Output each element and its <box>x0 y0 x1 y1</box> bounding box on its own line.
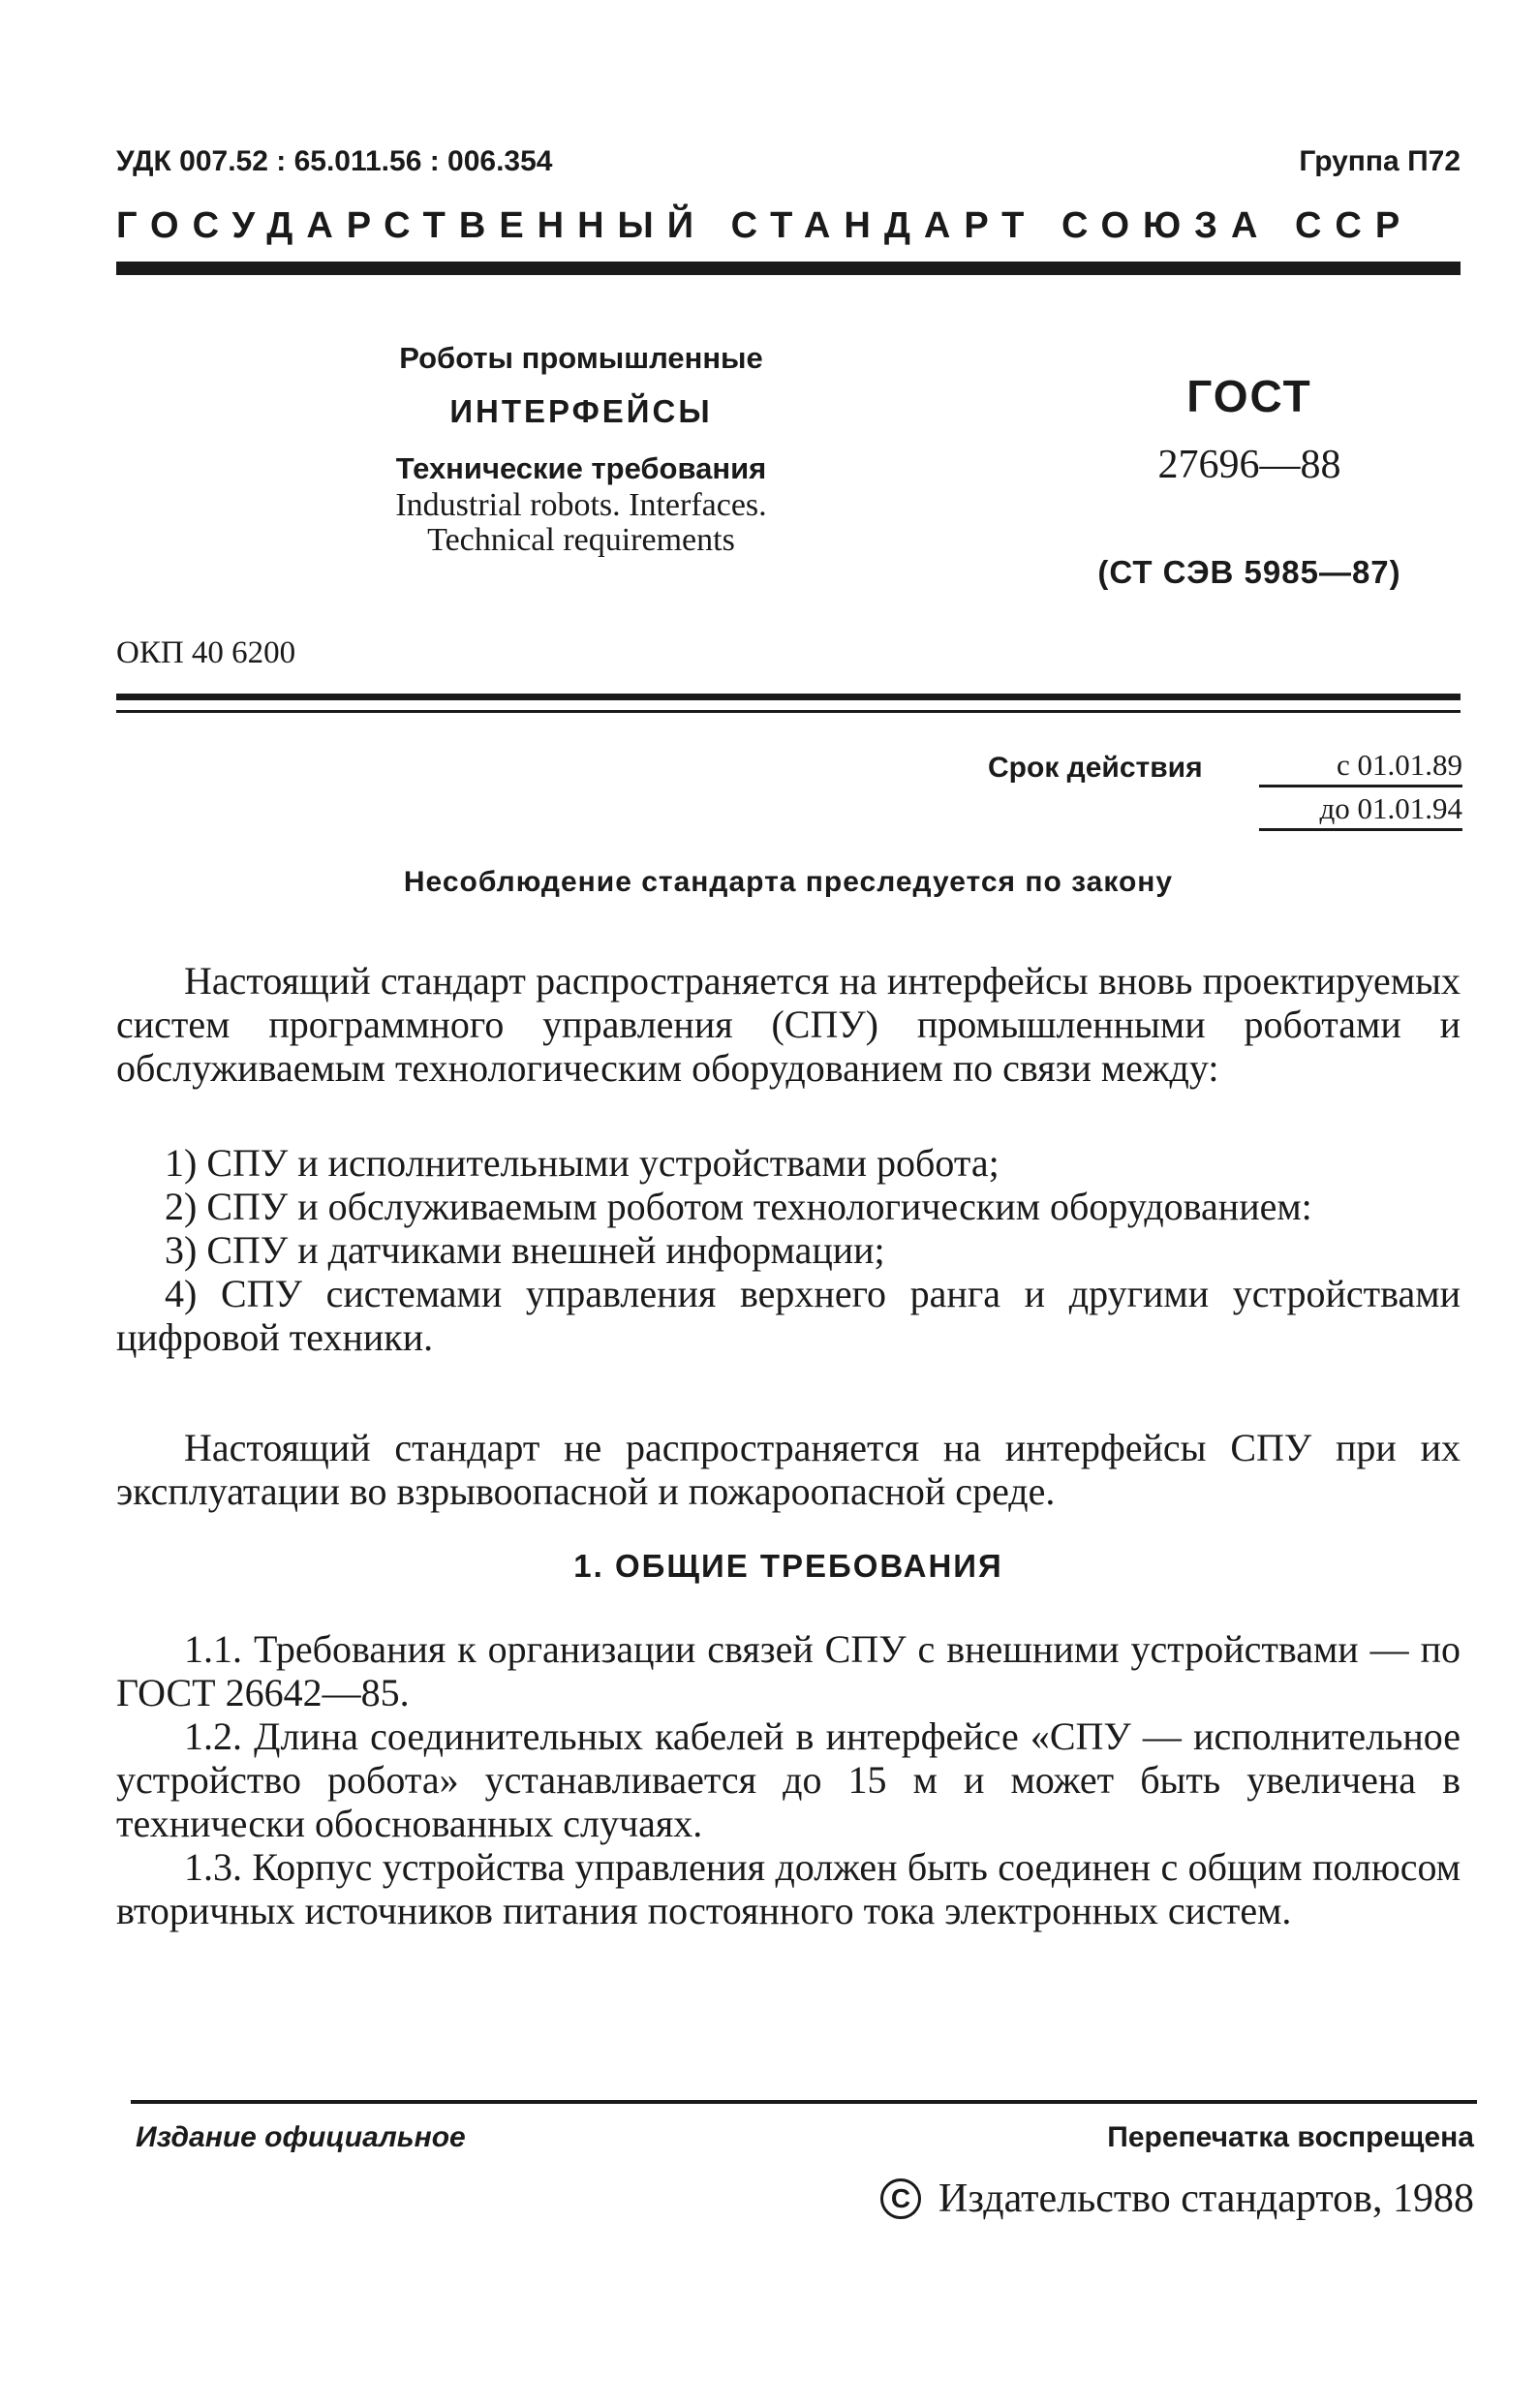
okp-code: ОКП 40 6200 <box>116 635 296 670</box>
intro-list-item: 1) СПУ и исполнительными устройствами робота; <box>165 1141 1000 1185</box>
term-dates <box>1259 748 1462 831</box>
group-code: Группа П72 <box>1299 145 1461 177</box>
section-1-item: 1.1. Требования к организации связей СПУ с внешними устройствами — по ГОСТ 26642—85. <box>116 1627 1461 1714</box>
title-line-1: Роботы промышленные <box>399 341 763 375</box>
section-1-items <box>116 1627 1461 1932</box>
title-line-3: Технические требования <box>395 451 767 485</box>
section-1-item: 1.3. Корпус устройства управления должен быть соединен с общим полюсом вторичных источников питания постоянного тока электронных систем. <box>116 1845 1461 1932</box>
section-1-item: 1.2. Длина соединительных кабелей в интерфейсе «СПУ — исполнительное устройство робота» устанавливается до 15 м и может быть увеличена в технически обоснованных случаях. <box>116 1714 1461 1845</box>
copyright <box>880 2176 1474 2222</box>
reprint-prohibited: Перепечатка воспрещена <box>1107 2121 1474 2153</box>
publisher: Издательство стандартов, 1988 <box>938 2176 1474 2221</box>
term-from: с 01.01.89 <box>1259 748 1462 787</box>
footer-rule <box>131 2100 1477 2104</box>
st-sev-number: (СТ СЭВ 5985—87) <box>1097 554 1401 590</box>
gost-block <box>1075 370 1424 591</box>
title-en-line-2: Technical requirements <box>427 522 735 558</box>
title-line-2: ИНТЕРФЕЙСЫ <box>449 393 713 429</box>
gost-number: 27696—88 <box>1157 443 1341 487</box>
official-edition: Издание официальное <box>136 2121 466 2153</box>
double-rule <box>116 694 1461 713</box>
law-notice: Несоблюдение стандарта преследуется по закону <box>403 866 1174 898</box>
intro-paragraph-2: Настоящий стандарт не распространяется на интерфейсы СПУ при их эксплуатации во взрывоопасной и пожароопасной среде. <box>116 1426 1461 1513</box>
intro-list <box>116 1141 1461 1359</box>
section-1-heading: 1. ОБЩИЕ ТРЕБОВАНИЯ <box>573 1548 1003 1584</box>
intro-paragraph-1: Настоящий стандарт распространяется на интерфейсы вновь проектируемых систем программного управления (СПУ) промышленными роботами и обслуживаемым технологическим оборудованием по связи между: <box>116 959 1461 1090</box>
title-en-line-1: Industrial robots. Interfaces. <box>395 487 767 523</box>
intro-list-item: 2) СПУ и обслуживаемым роботом технологическим оборудованием: <box>165 1185 1312 1228</box>
term-label: Срок действия <box>988 752 1203 784</box>
title-block <box>329 341 833 558</box>
udk-code: УДК 007.52 : 65.011.56 : 006.354 <box>116 145 553 177</box>
gost-label: ГОСТ <box>1186 371 1312 421</box>
copyright-icon: C <box>880 2178 921 2219</box>
intro-list-item: 3) СПУ и датчиками внешней информации; <box>165 1228 885 1272</box>
header-rule <box>116 262 1461 275</box>
term-to: до 01.01.94 <box>1259 791 1462 831</box>
state-standard-title: ГОСУДАРСТВЕННЫЙ СТАНДАРТ СОЮЗА ССР <box>116 205 1414 246</box>
intro-list-item: 4) СПУ системами управления верхнего ранга и другими устройствами цифровой техники. <box>116 1272 1461 1359</box>
